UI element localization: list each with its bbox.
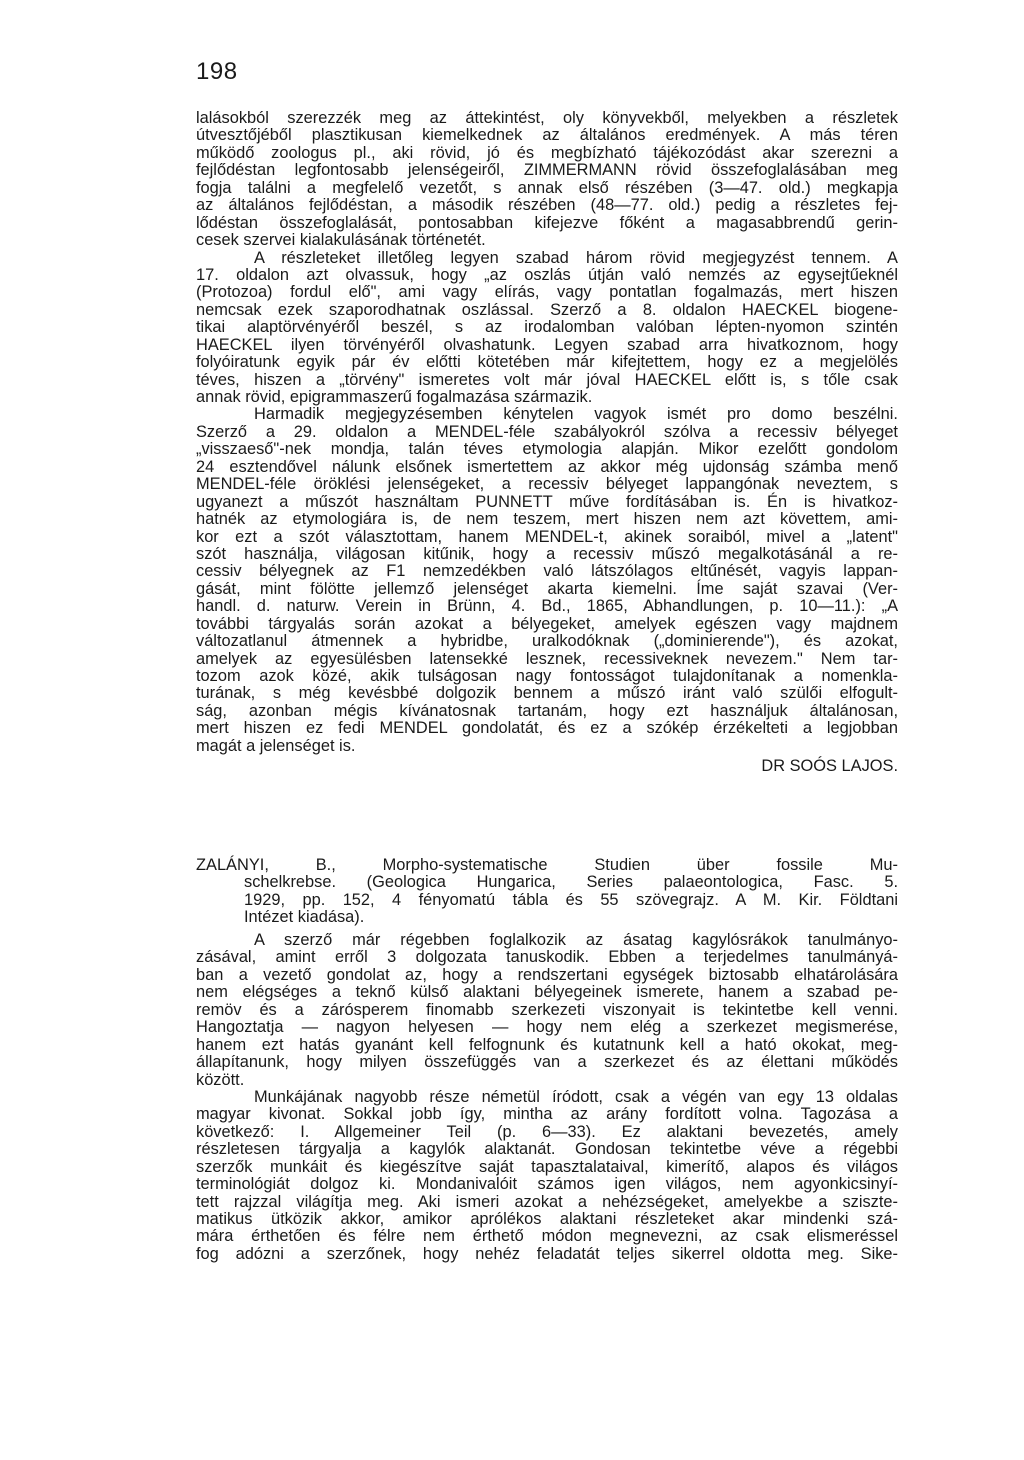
text-line: A részleteket illetőleg legyen szabad három rövid megjegyzést tennem. A	[254, 248, 898, 267]
review-body-text	[196, 932, 898, 1263]
author-signature: DR SOÓS LAJOS.	[761, 757, 898, 776]
text-line: kor ezt a szót választottam, hanem MENDEL-t, akinek soraiból, mivel a „latent"	[196, 527, 898, 546]
text-line: szót használja, világosan kitűnik, hogy a recessiv műszó megalkotásánál a re-	[196, 544, 898, 563]
text-line: ugyanezt a műszót használtam PUNNETT műve fordításában is. Én is hivatkoz-	[196, 492, 898, 511]
bibliography-entry	[196, 857, 898, 927]
text-line: részletesen tárgyalja a kagylók alaktanát. Gondosan tekintetbe véve a régebbi	[196, 1140, 898, 1159]
text-line: között.	[196, 1070, 245, 1089]
text-line: tikai alaptörvényéről beszél, s az irodalomban valóban lépten-nyomon szintén	[196, 318, 898, 337]
text-line: hanem ezt hatás gyanánt kell felfognunk és kutatnunk kell a ható okokat, meg-	[196, 1035, 898, 1054]
text-line: fejlődéstan legfontosabb jelenségeiről, ZIMMERMANN rövid összefoglalásában meg	[196, 161, 898, 180]
text-line: amelyek az egyesülésben latensekké lesznek, recessiveknek nevezem." Nem tar-	[196, 649, 898, 668]
text-line: ság, azonban mégis kívánatosnak tartanám, hogy ezt használjuk általánosan,	[196, 701, 898, 720]
text-line: magyar kivonat. Sokkal jobb így, mintha az arány fordított volna. Tagozása a	[196, 1105, 898, 1124]
text-line: terminológiát dolgoz ki. Mondanivalóit számos igen világos, nem agyonkicsinyí-	[196, 1175, 898, 1194]
text-line: A szerző már régebben foglalkozik az ásatag kagylósrákok tanulmányo-	[254, 931, 898, 949]
text-line: tozom azok közé, akik tulságosan nagy fontosságot tulajdonítanak a nomenkla-	[196, 667, 898, 685]
text-line: cessiv bélyegnek az F1 nemzedékben való látszólagos eltűnését, vagyis lappan-	[196, 562, 898, 581]
text-line: ZALÁNYI, B., Morpho-systematische Studien über fossile Mu-	[196, 856, 898, 874]
text-line: fogja találni a megfelelő vezetőt, s annak első részében (3—47. old.) megkapja	[196, 178, 898, 197]
text-line: útvesztőjéből plasztikusan kiemelkednek az általános eredmények. A más téren	[196, 126, 898, 145]
text-line: szerzők munkáit és kiegészítve saját tapasztalataival, kimerítő, alapos és világos	[196, 1157, 898, 1176]
text-line: nem elégséges a teknő külső alaktani bélyegeinek ismerete, hanem a szabad pe-	[196, 983, 898, 1002]
text-line: mert hiszen ez fedi MENDEL gondolatát, és ez a szókép érzékelteti a legjobban	[196, 719, 898, 738]
text-line: lalásokból szerezzék meg az áttekintést, oly könyvekből, melyekben a részletek	[196, 109, 898, 127]
text-line: annak rövid, epigrammaszerű fogalmazása származik.	[196, 388, 593, 406]
text-line: az általános fejlődéstan, a második részében (48—77. old.) pedig a részletes fej-	[196, 196, 898, 215]
text-line: Hangoztatja — nagyon helyesen — hogy nem elég a szerkezet megismerése,	[196, 1018, 898, 1037]
text-line: állapítanunk, hogy milyen összefüggés van a szerkezet és az élettani működés	[196, 1053, 898, 1072]
text-line: lődéstan összefoglalását, pontosabban kifejezve főként a magasabbrendű gerin-	[196, 213, 898, 232]
text-line: változatlanul átmennek a hybridbe, uralkodóknak („dominierende"), és azokat,	[196, 632, 898, 651]
text-line: hatnék az etymologiára is, de nem teszem, mert hiszen nem azt követtem, ami-	[196, 510, 898, 529]
text-line: ban a vezető gondolat az, hogy a rendszertani egységek biztosabb elhatárolására	[196, 965, 898, 984]
text-line: zásával, amint erről 3 dolgozata tanuskodik. Ebben a terjedelmes tanulmányá-	[196, 948, 898, 967]
text-line: cesek szervei kialakulásának történetét.	[196, 231, 486, 250]
text-line: további tárgyalás során azokat a bélyegeket, amelyek egészen vagy majdnem	[196, 614, 898, 633]
review-continuation-text	[196, 110, 898, 777]
text-line: 24 esztendővel nálunk elsőnek ismertettem az akkor még ujdonság számba menő	[196, 457, 898, 476]
page-number: 198	[196, 58, 238, 85]
text-line: nemcsak ezek szaporodhatnak oszlással. Szerző a 8. oldalon HAECKEL biogene-	[196, 300, 898, 319]
text-line: Munkájának nagyobb része németül íródott, csak a végén van egy 13 oldalas	[254, 1087, 898, 1106]
text-line: MENDEL-féle öröklési jelenségeket, a recessiv bélyeget lappangónak neveztem, s	[196, 475, 898, 494]
text-line: schelkrebse. (Geologica Hungarica, Series palaeontologica, Fasc. 5.	[244, 873, 898, 892]
text-line: működő zoologus pl., aki rövid, jó és megbízható tájékozódást akar szerezni a	[196, 143, 898, 162]
text-line: (Protozoa) fordul elő", ami vagy elírás, vagy pontatlan fogalmazás, mert hiszen	[196, 283, 898, 302]
text-line: matikus ütközik akkor, amikor aprólékos alaktani részleteket akar mindenki szá-	[196, 1210, 898, 1228]
text-line: „visszaeső"-nek mondja, talán téves etymologia alapján. Mikor ezelőtt gondolom	[196, 440, 898, 459]
text-line: handl. d. naturw. Verein in Brünn, 4. Bd., 1865, Abhandlungen, p. 10—11.): „A	[196, 597, 898, 616]
text-line: folyóiratunk egyik pár év előtti kötetében már kifejtettem, hogy ez a megjelölés	[196, 353, 898, 372]
text-line: téves, hiszen a „törvény" ismeretes volt már jóval HAECKEL előtt is, s tőle csak	[196, 370, 898, 389]
text-line: tett rajzzal világítja meg. Aki ismeri azokat a nehézségeket, amelyekbe a sziszte-	[196, 1192, 898, 1211]
text-line: 1929, pp. 152, 4 fényomatú tábla és 55 szövegrajz. A M. Kir. Földtani	[244, 890, 898, 909]
text-line: Harmadik megjegyzésemben kénytelen vagyok ismét pro domo beszélni.	[254, 405, 898, 424]
text-line: magát a jelenséget is.	[196, 736, 356, 755]
text-line: fog adózni a szerzőnek, hogy nehéz feladatát teljes sikerrel oldotta meg. Sike-	[196, 1244, 898, 1263]
text-line: Intézet kiadása).	[244, 908, 365, 927]
text-line: HAECKEL ilyen törvényéről olvashatunk. Legyen szabad arra hivatkoznom, hogy	[196, 335, 898, 354]
text-line: mára érthetően és félre nem érthető módon megnevezni, az csak elismeréssel	[196, 1227, 898, 1246]
text-line: Szerző a 29. oldalon a MENDEL-féle szabályokról szólva a recessiv bélyeget	[196, 422, 898, 441]
text-line: 17. oldalon azt olvassuk, hogy „az oszlás útján való nemzés az egysejtűeknél	[196, 265, 898, 284]
text-line: gását, mint fölötte jellemző jelenséget akarta kiemelni. Íme saját szavai (Ver-	[196, 579, 898, 598]
text-line: következő: I. Allgemeiner Teil (p. 6—33). Ez alaktani bevezetés, amely	[196, 1122, 898, 1141]
text-line: remöv és a zárósperem finomabb szerkezeti viszonyait is tekintetbe kell venni.	[196, 1000, 898, 1019]
text-line: turának, s még kevésbbé dolgozik bennem a műszó iránt való szülői elfogult-	[196, 684, 898, 703]
